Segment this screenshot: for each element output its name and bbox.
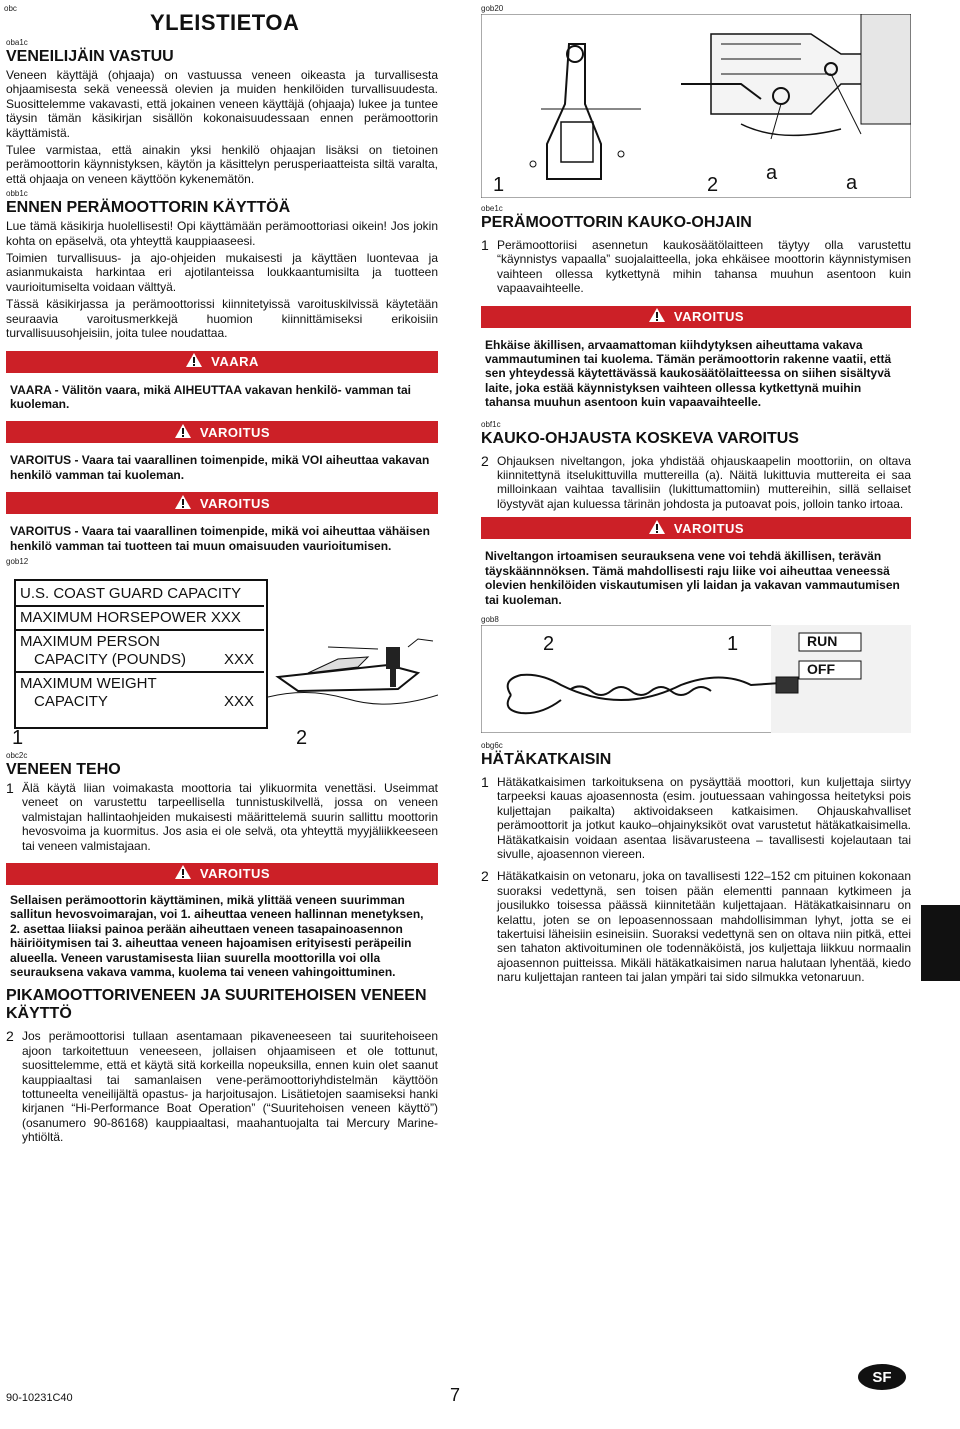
capacity-line: MAXIMUM PERSON [20, 632, 161, 650]
section-title-kauko-varoitus: KAUKO-OHJAUSTA KOSKEVA VAROITUS [481, 429, 799, 447]
section-tab-marker [921, 905, 960, 981]
section-title-ennen: ENNEN PERÄMOOTTORIN KÄYTTÖÄ [6, 199, 291, 217]
lanyard-figure [481, 625, 911, 733]
warning-text: Ehkäise äkillisen, arvaamattoman kiihdytyksen aiheuttama vakava vammautuminen tai kuolema. Tämän perämoottorin rakenne vaatii, että sen yhteydessä käytettävässä kaukosäätölaitteessa on siihen sisältyvä laite, joka estää käynnistyksen vaihteen ollessa kytkettynä muihin tahansa muuhun asentoon kuin vapaavaihteelle. [485, 337, 892, 410]
item-text: Hätäkatkaisimen tarkoituksena on pysäyttää moottori, kun kuljettaja siirtyy tarpeeksi kauas ajoasennosta (esim. joutuessaan vahingossa heitetyksi pois kuljettajan paikalta) aktivoidakseen katkaisimen. Ohjauskahvalliset perämoottorit ja jotkut kauko–ohjainyksiköt ovat varustetut hätäkatkaisimella. Hätäkatkaisin voidaan asentaa lisävarusteena – tavallisesti kojelautaan tai sivulle, ajoasennon viereen. [497, 774, 911, 861]
capacity-value: XXX [224, 650, 255, 668]
warning-triangle-icon [185, 352, 203, 371]
divider [16, 605, 264, 607]
item-number: 2 [6, 1028, 14, 1045]
danger-header [6, 351, 438, 373]
numbered-item [481, 775, 911, 861]
left-column [6, 4, 438, 1149]
figure-code: gob8 [481, 614, 499, 624]
item-text: Jos perämoottorisi tullaan asentamaan pikaveneeseen tai suuritehoiseen ajoon tarkoitettuun veneeseen, jollaisen ohjaamiseen et ole tottunut, suosittelemme, että et käytä sitä korkeilla nopeuksilla, ennen kuin olet saanut kauppiaaltasi tai samanlaisen vene-perämoottoriyhdistelmän käyttöön tottuneelta veneilijältä opastus- ja harjoitusajon. Lisätietojen saamiseksi hanki kirjanen “Hi-Performance Boat Operation” (“Suuritehoisen veneen käyttö”) (osanumero 90-86168) kauppiaaltasi, maahantuojalta tai Mercury Marine-yhtiöltä. [22, 1029, 438, 1145]
boat-illustration [268, 617, 438, 707]
section-code: obb1c [6, 189, 28, 199]
callout-2: 2 [296, 726, 308, 749]
warning-triangle-icon [174, 423, 192, 442]
warning-label: VAARA [211, 354, 259, 369]
divider [16, 629, 264, 631]
numbered-item [6, 781, 438, 853]
off-label: OFF [807, 660, 835, 677]
item-number: 2 [481, 452, 489, 469]
warning-header [6, 421, 438, 443]
numbered-item [481, 454, 911, 512]
paragraph: Tulee varmistaa, että ainakin yksi henkilö ohjaajan lisäksi on tietoinen perämoottorin käynnistyksen, käytön ja käsittelyn perusperiaatteista siltä varalta, että ohjaaja on veneen käyttöön kykenemätön. [6, 143, 438, 186]
warning-label: VAROITUS [673, 520, 745, 536]
callout-2: 2 [707, 174, 719, 196]
warning-text: Sellaisen perämoottorin käyttäminen, mikä ylittää veneen suurimman sallitun hevosvoimarajan, voi 1. aiheuttaa veneen hallinnan menetyksen, 2. asettaa liiaksi painoa perään aiheuttaen veneen tasapainoasennon häiriöitymisen tai 3. aiheuttaa veneen hajoamisen erityisesti peräpeilin alueella. Veneen varustamisesta liian suurella moottorilla voi olla seurauksena vakava vamma, kuolema tai veneen vahingoittuminen. [10, 892, 424, 979]
item-text: Hätäkatkaisin on vetonaru, joka on tavallisesti 122–152 cm pituinen kokonaan suoraksi vedettynä, sen toisen pään elementti pannaan kytkimeen ja jousilukko toisessa päässä kiinnitetään kuljettajaan. Hätäkatkaisinnaru on kelattu, joten se on lepoasennossaan mahdollisimman lyhyt, jotta se ei takertuisi läheisiin esineisiin. Suoraksi vedettynä sen on oltava niin pitkä, ettei sen tahaton aktivoituminen ole todennäköistä, jos kuljettaja liikkuu normaalin ajoasennon puitteissa. Mikäli hätäkatkaisimen narua halutaan lyhentää, kiedo naru kuljettajan ranteen tai jalan ympäri tai sido silmukka vetonaruun. [497, 869, 911, 985]
paragraph: Lue tämä käsikirja huolellisesti! Opi käyttämään perämoottoriasi oikein! Jos jokin kohta on epäselvä, ota yhteyttä kauppiaaseesi. [6, 219, 438, 248]
warning-label: VAROITUS [199, 495, 271, 511]
language-badge: SF [858, 1364, 906, 1390]
section-title-teho: VENEEN TEHO [6, 760, 121, 778]
section-code: obg6c [481, 740, 503, 750]
warning-header [481, 517, 911, 539]
warning-text: VAARA - Välitön vaara, mikä AIHEUTTAA vakavan henkilö- vamman tai kuoleman. [10, 382, 412, 411]
numbered-item [481, 238, 911, 296]
capacity-line: MAXIMUM WEIGHT [20, 674, 157, 692]
callout-1: 1 [12, 726, 24, 749]
section-title-kauko-ohjain: PERÄMOOTTORIN KAUKO-OHJAIN [481, 214, 752, 231]
section-code: obe1c [481, 204, 503, 213]
warning-label: VAROITUS [673, 309, 745, 325]
item-number: 1 [6, 779, 14, 796]
right-column [481, 4, 911, 989]
capacity-value: XXX [224, 692, 255, 710]
remote-control-figure [481, 14, 911, 198]
divider [16, 671, 264, 673]
section-code: oba1c [6, 38, 28, 47]
numbered-item [6, 1029, 438, 1144]
warning-triangle-icon [174, 494, 192, 513]
figure-code: gob12 [6, 556, 29, 566]
warning-label: VAROITUS [199, 866, 271, 882]
callout-a: a [766, 162, 778, 184]
warning-text: Niveltangon irtoamisen seurauksena vene voi tehdä äkillisen, terävän täyskäännnöksen. Tämä mahdollisesti raju liike voi aiheuttaa veneessä olevien henkilöiden viskautumisen yli laidan ja vakavan vammautumisen tai kuoleman. [485, 549, 900, 607]
warning-triangle-icon [648, 519, 666, 538]
numbered-item [481, 869, 911, 984]
paragraph: Tässä käsikirjassa ja perämoottorissi kiinnitetyissä varoituskilvissä käytetään seuraavia varoitusmerkkejä huomion kiinnittämiseksi erikoisiin turvallisuusohjeisiin, joita tulee noudattaa. [6, 297, 438, 341]
section-title-hatakatkaisin: HÄTÄKATKAISIN [481, 750, 612, 768]
callout-1: 1 [493, 174, 505, 196]
capacity-line: U.S. COAST GUARD CAPACITY [20, 584, 242, 602]
item-number: 2 [481, 868, 489, 885]
item-number: 1 [481, 237, 489, 253]
figure-code: gob20 [481, 4, 504, 13]
section-title-pikavene: PIKAMOOTTORIVENEEN JA SUURITEHOISEN VENEEN KÄYTTÖ [6, 987, 427, 1023]
callout-2: 2 [543, 632, 555, 655]
section-title-vastuu: VENEILIJÄIN VASTUU [6, 48, 174, 65]
item-text: Perämoottoriisi asennetun kaukosäätölaitteen täytyy olla varustettu “käynnistys vapaalla” suojalaitteella, joka ehkäisee moottorin käynnistymisen vaihteen ollessa kytkettynä mihin tahansa muuhun asentoon kuin vapaavaihteelle. [497, 238, 911, 296]
item-number: 1 [481, 773, 489, 790]
capacity-line: MAXIMUM HORSEPOWER XXX [20, 608, 241, 626]
remote-control-illustration [481, 14, 911, 198]
page-title: YLEISTIETOA [150, 10, 300, 35]
run-label: RUN [807, 632, 838, 649]
page-number: 7 [450, 1385, 461, 1405]
callout-1: 1 [727, 632, 739, 655]
header-code: obc [4, 4, 17, 13]
section-code: obf1c [481, 419, 501, 429]
paragraph: Toimien turvallisuus- ja ajo-ohjeiden mukaisesti ja käyttäen luontevaa ja asianmukaista harkintaa eri ajotilanteissa loukkaantumisilta ja tuotteen vaurioitumiselta voidaan välttyä. [6, 251, 438, 294]
section-code: obc2c [6, 750, 28, 760]
capacity-line: CAPACITY (POUNDS) [34, 650, 186, 668]
warning-text: VAROITUS - Vaara tai vaarallinen toimenpide, mikä VOI aiheuttaa vakavan henkilö vamman tai kuoleman. [10, 453, 430, 482]
warning-text: VAROITUS - Vaara tai vaarallinen toimenpide, mikä voi aiheuttaa vähäisen henkilö vamman tai tuotteen tai muun omaisuuden vaurioitumisen. [10, 524, 430, 553]
item-text: Ohjauksen niveltangon, joka yhdistää ohjauskaapelin moottoriin, on oltava kiinnitettynä itselukittuvilla muttereilla (a). Näitä lukittuvia muttereita ei saa milloinkaan vaihtaa tavallisiin (lukittumattomiin) muttereihin, sillä sellaiset löystyvät ajan kuluessa tärinän johdosta ja putoavat pois, jolloin tanko irtoaa. [497, 453, 911, 511]
capacity-line: CAPACITY [34, 692, 108, 710]
callout-a: a [846, 172, 858, 194]
capacity-figure [6, 567, 438, 749]
warning-header [6, 863, 438, 885]
warning-header [481, 306, 911, 328]
warning-header [6, 492, 438, 514]
warning-triangle-icon [174, 864, 192, 883]
paragraph: Veneen käyttäjä (ohjaaja) on vastuussa veneen oikeasta ja turvallisesta ohjaamisesta sekä veneessä olevien ja muiden henkilöiden turvallisuudesta. Suosittelemme vakavasti, että jokainen veneen käyttäjä (ohjaaja) lukee ja tuntee täysin tämän käsikirjan sisällön kokonaisuudessaan ennen perämoottorin käyttämistä. [6, 68, 438, 140]
item-text: Älä käytä liian voimakasta moottoria tai ylikuormita venettäsi. Useimmat veneet on varustettu tarpeellisella tunnistuskilvellä, jossa on veneen valmistajan hallintaohjeiden mukaisesti määrittelemä suurin sallittu moottorin hevosvoima ja kuormitus. Jos asia ei ole selvä, ota yhteyttä myyjäliikkeeseen tai veneen valmistajaan. [22, 780, 438, 853]
warning-triangle-icon [648, 307, 666, 326]
warning-label: VAROITUS [199, 424, 271, 440]
document-number: 90-10231C40 [6, 1392, 73, 1404]
